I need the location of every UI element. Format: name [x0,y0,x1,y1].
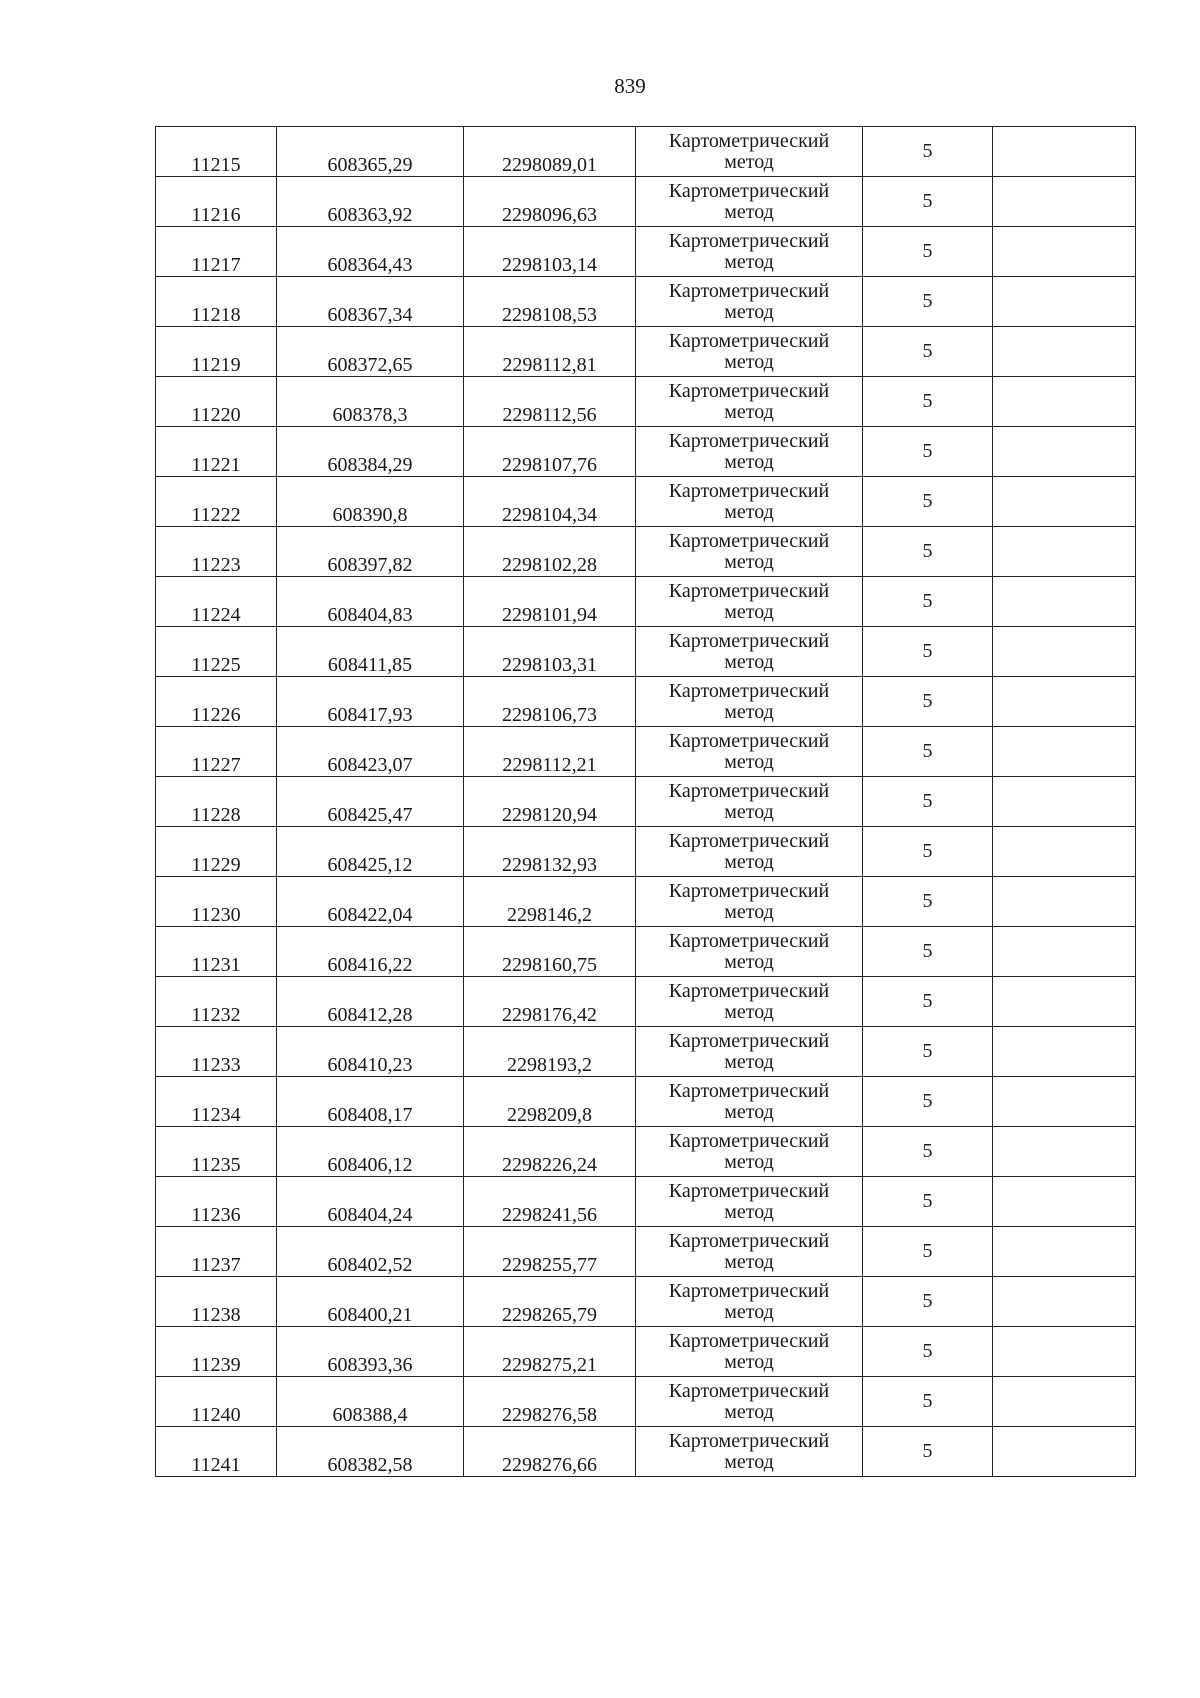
note-cell [993,477,1136,527]
y-coordinate-cell: 2298106,73 [464,677,636,727]
method-line-1: Картометрический [668,229,830,252]
note-cell [993,377,1136,427]
table-row [156,1327,1136,1377]
method-line-1: Картометрический [668,1179,830,1202]
accuracy-cell: 5 [863,1127,993,1177]
method-line-1: Картометрический [668,429,830,452]
point-number-cell: 11233 [156,1027,277,1077]
method-line-1: Картометрический [668,129,830,152]
table-row [156,1127,1136,1177]
method-line-2: метод [724,500,774,523]
x-coordinate-cell: 608382,58 [277,1427,464,1477]
method-line-2: метод [724,550,774,573]
y-coordinate-cell: 2298226,24 [464,1127,636,1177]
note-cell [993,727,1136,777]
table-row [156,777,1136,827]
page-number: 839 [614,74,646,98]
method-line-2: метод [724,850,774,873]
method-line-2: метод [724,1300,774,1323]
table-row [156,1277,1136,1327]
method-cell [636,327,863,377]
table-row [156,1077,1136,1127]
method-line-1: Картометрический [668,1329,830,1352]
x-coordinate-cell: 608390,8 [277,477,464,527]
method-line-2: метод [724,1350,774,1373]
point-number-cell: 11236 [156,1177,277,1227]
table-row [156,427,1136,477]
method-cell [636,1377,863,1427]
x-coordinate-cell: 608365,29 [277,127,464,177]
point-number-cell: 11225 [156,627,277,677]
note-cell [993,327,1136,377]
method-line-2: метод [724,300,774,323]
method-cell [636,777,863,827]
method-line-2: метод [724,700,774,723]
point-number-cell: 11238 [156,1277,277,1327]
note-cell [993,227,1136,277]
method-cell [636,1427,863,1477]
point-number-cell: 11216 [156,177,277,227]
table-row [156,377,1136,427]
point-number-cell: 11222 [156,477,277,527]
accuracy-cell: 5 [863,777,993,827]
y-coordinate-cell: 2298104,34 [464,477,636,527]
point-number-cell: 11219 [156,327,277,377]
method-line-1: Картометрический [668,529,830,552]
accuracy-cell: 5 [863,527,993,577]
note-cell [993,427,1136,477]
note-cell [993,527,1136,577]
method-line-1: Картометрический [668,579,830,602]
note-cell [993,927,1136,977]
x-coordinate-cell: 608406,12 [277,1127,464,1177]
method-line-1: Картометрический [668,1279,830,1302]
accuracy-cell: 5 [863,127,993,177]
point-number-cell: 11221 [156,427,277,477]
method-cell [636,727,863,777]
method-cell [636,1177,863,1227]
x-coordinate-cell: 608402,52 [277,1227,464,1277]
y-coordinate-cell: 2298107,76 [464,427,636,477]
accuracy-cell: 5 [863,227,993,277]
note-cell [993,1077,1136,1127]
y-coordinate-cell: 2298209,8 [464,1077,636,1127]
note-cell [993,1327,1136,1377]
method-cell [636,977,863,1027]
table-row [156,1027,1136,1077]
method-line-1: Картометрический [668,279,830,302]
table-row [156,1427,1136,1477]
method-line-2: метод [724,400,774,423]
accuracy-cell: 5 [863,1427,993,1477]
x-coordinate-cell: 608372,65 [277,327,464,377]
table-row [156,177,1136,227]
accuracy-cell: 5 [863,327,993,377]
method-line-1: Картометрический [668,929,830,952]
point-number-cell: 11229 [156,827,277,877]
y-coordinate-cell: 2298108,53 [464,277,636,327]
y-coordinate-cell: 2298176,42 [464,977,636,1027]
table-row [156,227,1136,277]
x-coordinate-cell: 608404,24 [277,1177,464,1227]
table-row [156,627,1136,677]
x-coordinate-cell: 608384,29 [277,427,464,477]
point-number-cell: 11226 [156,677,277,727]
y-coordinate-cell: 2298276,66 [464,1427,636,1477]
x-coordinate-cell: 608425,47 [277,777,464,827]
note-cell [993,577,1136,627]
point-number-cell: 11220 [156,377,277,427]
method-line-1: Картометрический [668,1429,830,1452]
point-number-cell: 11237 [156,1227,277,1277]
method-cell [636,877,863,927]
y-coordinate-cell: 2298089,01 [464,127,636,177]
x-coordinate-cell: 608393,36 [277,1327,464,1377]
method-cell [636,1277,863,1327]
method-line-1: Картометрический [668,679,830,702]
table-row [156,677,1136,727]
y-coordinate-cell: 2298193,2 [464,1027,636,1077]
method-line-2: метод [724,1200,774,1223]
accuracy-cell: 5 [863,1227,993,1277]
accuracy-cell: 5 [863,377,993,427]
note-cell [993,1127,1136,1177]
y-coordinate-cell: 2298102,28 [464,527,636,577]
method-line-2: метод [724,800,774,823]
method-line-2: метод [724,1400,774,1423]
method-line-2: метод [724,1150,774,1173]
note-cell [993,177,1136,227]
accuracy-cell: 5 [863,677,993,727]
accuracy-cell: 5 [863,827,993,877]
y-coordinate-cell: 2298103,14 [464,227,636,277]
method-cell [636,1077,863,1127]
point-number-cell: 11232 [156,977,277,1027]
method-cell [636,177,863,227]
table-row [156,1227,1136,1277]
note-cell [993,777,1136,827]
method-line-2: метод [724,650,774,673]
method-line-1: Картометрический [668,179,830,202]
table-row [156,827,1136,877]
y-coordinate-cell: 2298112,81 [464,327,636,377]
note-cell [993,277,1136,327]
method-line-1: Картометрический [668,479,830,502]
y-coordinate-cell: 2298101,94 [464,577,636,627]
accuracy-cell: 5 [863,1377,993,1427]
table-row [156,977,1136,1027]
y-coordinate-cell: 2298120,94 [464,777,636,827]
x-coordinate-cell: 608378,3 [277,377,464,427]
table-row [156,927,1136,977]
x-coordinate-cell: 608400,21 [277,1277,464,1327]
x-coordinate-cell: 608412,28 [277,977,464,1027]
method-line-1: Картометрический [668,879,830,902]
table-row [156,477,1136,527]
accuracy-cell: 5 [863,277,993,327]
y-coordinate-cell: 2298132,93 [464,827,636,877]
method-line-2: метод [724,1100,774,1123]
method-line-2: метод [724,1050,774,1073]
method-line-1: Картометрический [668,1129,830,1152]
method-line-2: метод [724,250,774,273]
point-number-cell: 11240 [156,1377,277,1427]
y-coordinate-cell: 2298112,56 [464,377,636,427]
coordinates-table [155,126,1136,1477]
x-coordinate-cell: 608422,04 [277,877,464,927]
table-body [156,127,1136,1477]
method-line-2: метод [724,1000,774,1023]
point-number-cell: 11228 [156,777,277,827]
x-coordinate-cell: 608364,43 [277,227,464,277]
method-line-2: метод [724,450,774,473]
method-cell [636,227,863,277]
point-number-cell: 11239 [156,1327,277,1377]
x-coordinate-cell: 608388,4 [277,1377,464,1427]
accuracy-cell: 5 [863,1177,993,1227]
y-coordinate-cell: 2298241,56 [464,1177,636,1227]
point-number-cell: 11231 [156,927,277,977]
method-cell [636,627,863,677]
table-row [156,727,1136,777]
method-line-1: Картометрический [668,1029,830,1052]
y-coordinate-cell: 2298160,75 [464,927,636,977]
method-cell [636,127,863,177]
accuracy-cell: 5 [863,1327,993,1377]
table-row [156,877,1136,927]
y-coordinate-cell: 2298146,2 [464,877,636,927]
method-line-2: метод [724,150,774,173]
x-coordinate-cell: 608411,85 [277,627,464,677]
accuracy-cell: 5 [863,927,993,977]
accuracy-cell: 5 [863,177,993,227]
x-coordinate-cell: 608425,12 [277,827,464,877]
method-line-2: метод [724,1250,774,1273]
method-cell [636,1127,863,1177]
table-row [156,527,1136,577]
accuracy-cell: 5 [863,977,993,1027]
method-line-2: метод [724,200,774,223]
method-line-1: Картометрический [668,1229,830,1252]
x-coordinate-cell: 608416,22 [277,927,464,977]
method-line-2: метод [724,750,774,773]
point-number-cell: 11218 [156,277,277,327]
note-cell [993,677,1136,727]
method-line-1: Картометрический [668,1079,830,1102]
note-cell [993,877,1136,927]
method-line-1: Картометрический [668,1379,830,1402]
note-cell [993,127,1136,177]
table-row [156,1377,1136,1427]
note-cell [993,1177,1136,1227]
accuracy-cell: 5 [863,577,993,627]
method-cell [636,1027,863,1077]
accuracy-cell: 5 [863,477,993,527]
y-coordinate-cell: 2298096,63 [464,177,636,227]
accuracy-cell: 5 [863,1277,993,1327]
method-line-1: Картометрический [668,779,830,802]
accuracy-cell: 5 [863,1027,993,1077]
method-cell [636,927,863,977]
x-coordinate-cell: 608367,34 [277,277,464,327]
accuracy-cell: 5 [863,877,993,927]
accuracy-cell: 5 [863,1077,993,1127]
accuracy-cell: 5 [863,727,993,777]
point-number-cell: 11215 [156,127,277,177]
note-cell [993,1227,1136,1277]
method-line-2: метод [724,350,774,373]
note-cell [993,827,1136,877]
y-coordinate-cell: 2298276,58 [464,1377,636,1427]
point-number-cell: 11235 [156,1127,277,1177]
method-line-1: Картометрический [668,329,830,352]
note-cell [993,1377,1136,1427]
method-line-1: Картометрический [668,979,830,1002]
point-number-cell: 11227 [156,727,277,777]
accuracy-cell: 5 [863,627,993,677]
note-cell [993,977,1136,1027]
method-line-1: Картометрический [668,629,830,652]
note-cell [993,1027,1136,1077]
point-number-cell: 11224 [156,577,277,627]
x-coordinate-cell: 608417,93 [277,677,464,727]
point-number-cell: 11223 [156,527,277,577]
method-line-1: Картометрический [668,729,830,752]
note-cell [993,627,1136,677]
note-cell [993,1277,1136,1327]
point-number-cell: 11241 [156,1427,277,1477]
method-cell [636,427,863,477]
table-row [156,577,1136,627]
x-coordinate-cell: 608363,92 [277,177,464,227]
method-line-1: Картометрический [668,379,830,402]
method-cell [636,577,863,627]
point-number-cell: 11217 [156,227,277,277]
x-coordinate-cell: 608408,17 [277,1077,464,1127]
x-coordinate-cell: 608404,83 [277,577,464,627]
note-cell [993,1427,1136,1477]
method-line-2: метод [724,950,774,973]
y-coordinate-cell: 2298275,21 [464,1327,636,1377]
table-row [156,277,1136,327]
table-row [156,127,1136,177]
y-coordinate-cell: 2298265,79 [464,1277,636,1327]
method-line-2: метод [724,1450,774,1473]
y-coordinate-cell: 2298112,21 [464,727,636,777]
method-line-2: метод [724,900,774,923]
method-cell [636,677,863,727]
table-row [156,1177,1136,1227]
point-number-cell: 11234 [156,1077,277,1127]
method-cell [636,1327,863,1377]
x-coordinate-cell: 608397,82 [277,527,464,577]
method-cell [636,277,863,327]
point-number-cell: 11230 [156,877,277,927]
y-coordinate-cell: 2298255,77 [464,1227,636,1277]
method-line-2: метод [724,600,774,623]
method-cell [636,827,863,877]
method-cell [636,377,863,427]
table-row [156,327,1136,377]
method-cell [636,527,863,577]
y-coordinate-cell: 2298103,31 [464,627,636,677]
x-coordinate-cell: 608423,07 [277,727,464,777]
method-line-1: Картометрический [668,829,830,852]
method-cell [636,1227,863,1277]
accuracy-cell: 5 [863,427,993,477]
method-cell [636,477,863,527]
x-coordinate-cell: 608410,23 [277,1027,464,1077]
